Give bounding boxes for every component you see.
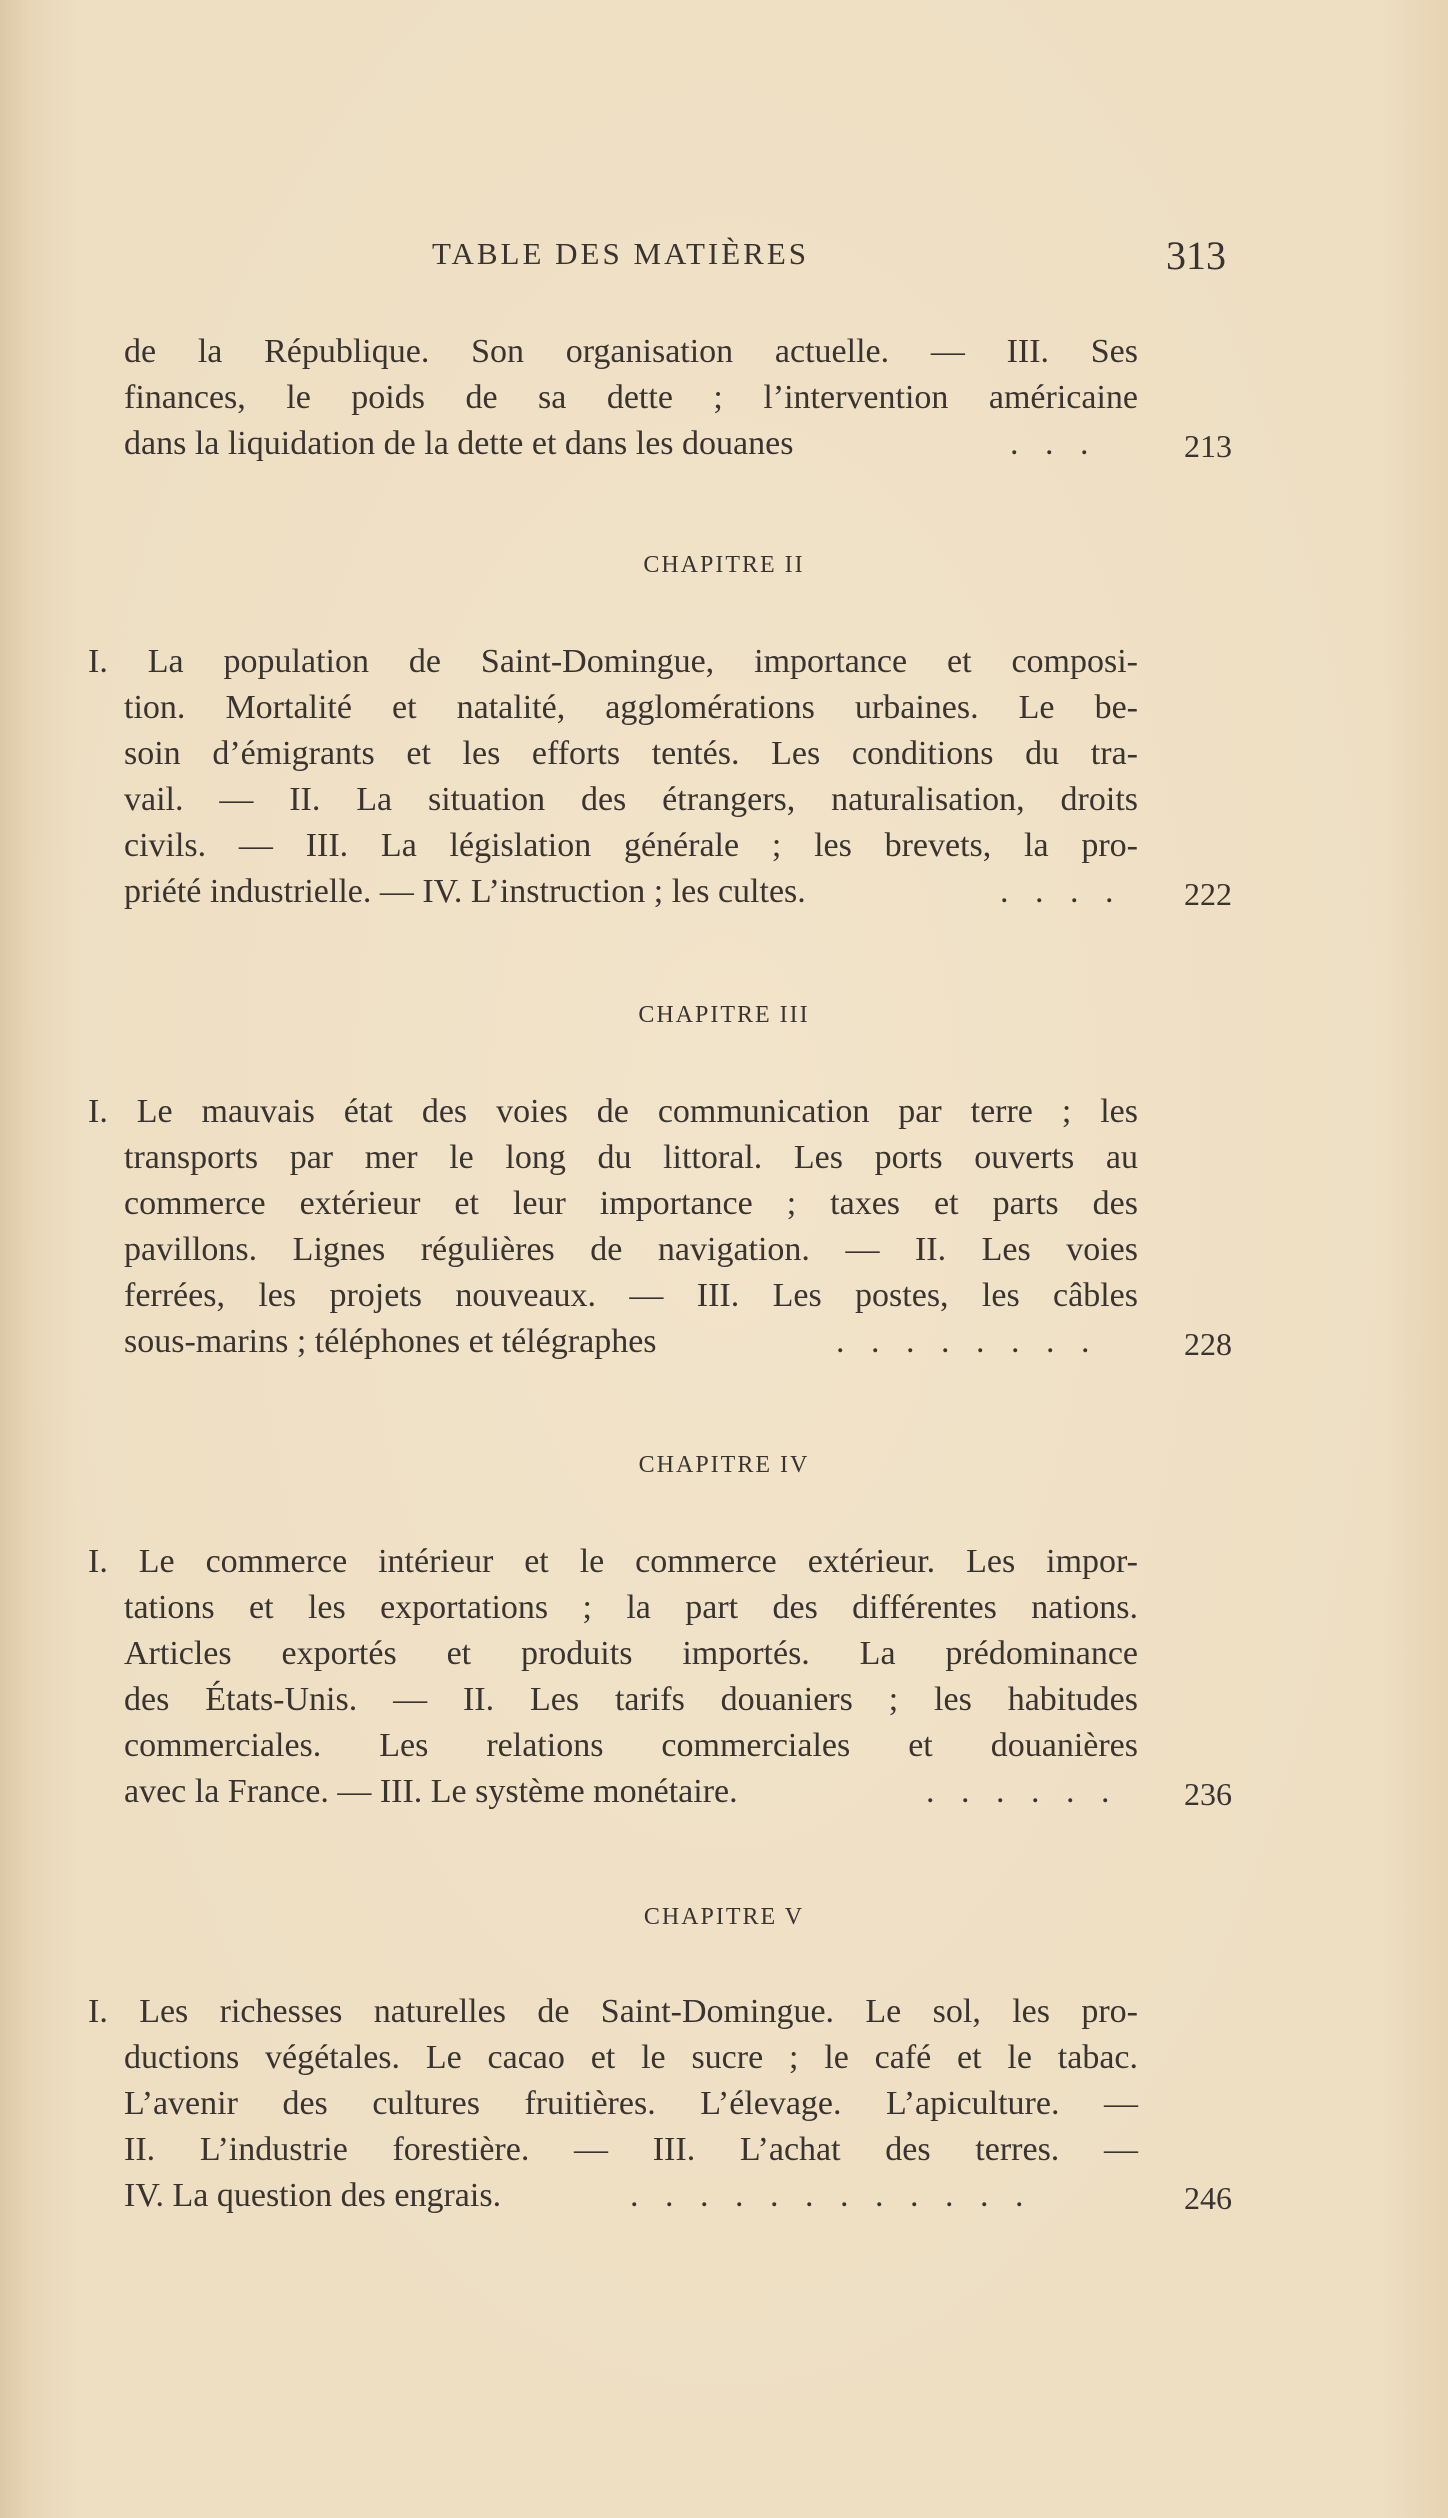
page-number: 313	[1166, 233, 1226, 278]
entry-line: I. Le commerce intérieur et le commerce extérieur. Les impor-	[88, 1543, 1138, 1580]
page-reference: 222	[1184, 876, 1232, 912]
entry-line: vail. — II. La situation des étrangers, naturalisation, droits	[124, 781, 1138, 818]
dot-leader: . . . . . . . . . . . .	[630, 2177, 1033, 2214]
page-reference: 228	[1184, 1326, 1232, 1362]
entry-line: civils. — III. La législation générale ; les brevets, la pro-	[124, 827, 1138, 864]
chapter-heading: CHAPITRE V	[643, 1904, 805, 1930]
entry-line: pavillons. Lignes régulières de navigation. — II. Les voies	[124, 1231, 1138, 1268]
running-title: TABLE DES MATIÈRES	[432, 236, 810, 271]
entry-line: commerce extérieur et leur importance ; taxes et parts des	[124, 1185, 1138, 1222]
page-reference: 213	[1184, 428, 1232, 464]
entry-line: tion. Mortalité et natalité, agglomérations urbaines. Le be-	[124, 689, 1138, 726]
entry-line: IV. La question des engrais.	[124, 2177, 502, 2214]
entry-line: des États-Unis. — II. Les tarifs douaniers ; les habitudes	[124, 1681, 1138, 1718]
entry-line: L’avenir des cultures fruitières. L’élevage. L’apiculture. —	[124, 2085, 1138, 2122]
entry-line: I. Le mauvais état des voies de communication par terre ; les	[88, 1093, 1138, 1130]
dot-leader: . . . . . .	[926, 1773, 1119, 1810]
entry-line: finances, le poids de sa dette ; l’intervention américaine	[124, 379, 1138, 416]
dot-leader: . . . .	[1000, 873, 1123, 910]
entry-line: soin d’émigrants et les efforts tentés. Les conditions du tra-	[124, 735, 1138, 772]
entry-line: avec la France. — III. Le système monétaire.	[124, 1773, 738, 1810]
entry-line: II. L’industrie forestière. — III. L’achat des terres. —	[124, 2131, 1138, 2168]
entry-line: Articles exportés et produits importés. La prédominance	[124, 1635, 1138, 1672]
entry-line: dans la liquidation de la dette et dans les douanes	[124, 425, 794, 462]
entry-line: ductions végétales. Le cacao et le sucre ; le café et le tabac.	[124, 2039, 1138, 2076]
entry-line: I. Les richesses naturelles de Saint-Domingue. Le sol, les pro-	[88, 1993, 1138, 2030]
dot-leader: . . .	[1010, 425, 1098, 462]
page-reference: 246	[1184, 2180, 1232, 2216]
entry-line: commerciales. Les relations commerciales et douanières	[124, 1727, 1138, 1764]
dot-leader: . . . . . . . .	[836, 1323, 1099, 1360]
entry-line: tations et les exportations ; la part des différentes nations.	[124, 1589, 1138, 1626]
entry-line: transports par mer le long du littoral. Les ports ouverts au	[124, 1139, 1138, 1176]
chapter-heading: CHAPITRE II	[643, 552, 805, 578]
entry-line: I. La population de Saint-Domingue, importance et composi-	[88, 643, 1138, 680]
chapter-heading: CHAPITRE IV	[638, 1452, 810, 1478]
entry-line: de la République. Son organisation actuelle. — III. Ses	[124, 333, 1138, 370]
entry-line: priété industrielle. — IV. L’instruction ; les cultes.	[124, 873, 806, 910]
entry-line: sous-marins ; téléphones et télégraphes	[124, 1323, 657, 1360]
chapter-heading: CHAPITRE III	[638, 1002, 810, 1028]
running-head	[0, 232, 1448, 278]
page-reference: 236	[1184, 1776, 1232, 1812]
entry-line: ferrées, les projets nouveaux. — III. Les postes, les câbles	[124, 1277, 1138, 1314]
